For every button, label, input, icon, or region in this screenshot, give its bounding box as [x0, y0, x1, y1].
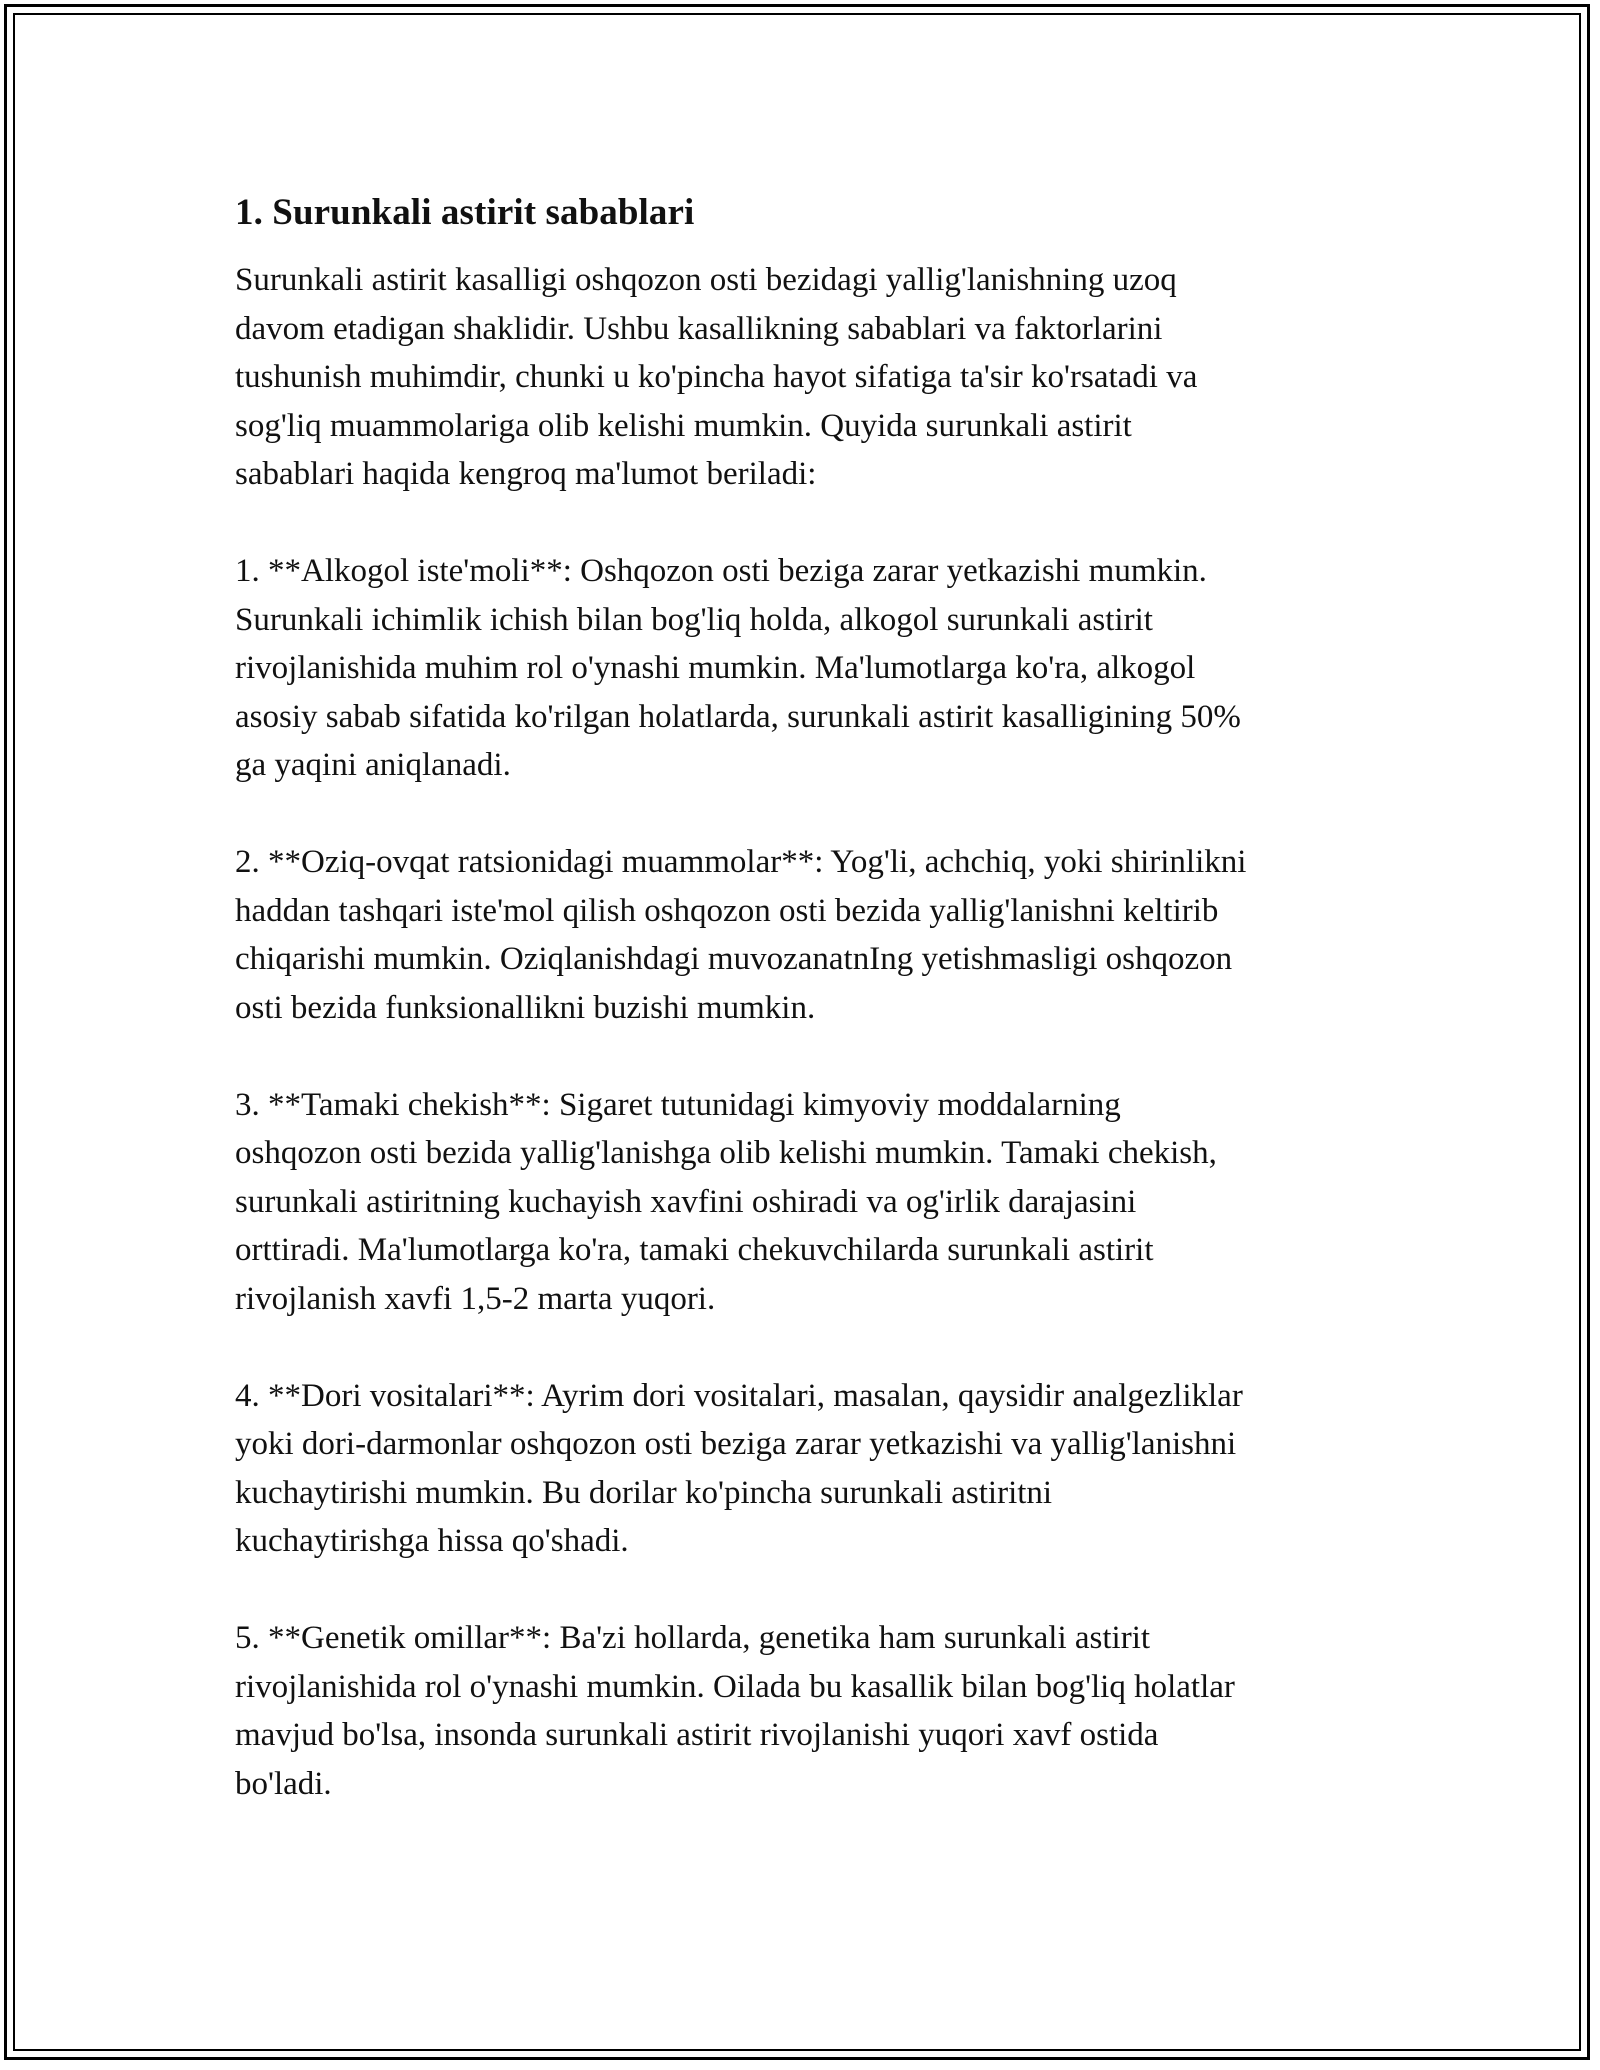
cause-genetics-paragraph: 5. **Genetik omillar**: Ba'zi hollarda, genetika ham surunkali astirit rivojlanishida rol o'ynashi mumkin. Oilada bu kasallik bilan bog'liq holatlar mavjud bo'lsa, insonda surunkali astirit rivojlanishi yuqori xavf ostida bo'ladi.	[235, 1620, 1235, 1802]
cause-smoking-paragraph: 3. **Tamaki chekish**: Sigaret tutunidagi kimyoviy moddalarning oshqozon osti bezida yallig'lanishga olib kelishi mumkin. Tamaki chekish, surunkali astiritning kuchayish xavfini oshiradi va og'irlik darajasini orttiradi. Ma'lumotlarga ko'ra, tamaki chekuvchilarda surunkali astirit rivojlanish xavfi 1,5-2 marta yuqori.	[235, 1086, 1217, 1317]
cause-alcohol-paragraph: 1. **Alkogol iste'moli**: Oshqozon osti beziga zarar yetkazishi mumkin. Surunkali ichimlik ichish bilan bog'liq holda, alkogol surunkali astirit rivojlanishida muhim rol o'ynashi mumkin. Ma'lumotlarga ko'ra, alkogol asosiy sabab sifatida ko'rilgan holatlarda, surunkali astirit kasalligining 50% ga yaqini aniqlanadi.	[235, 553, 1241, 783]
cause-medication-paragraph: 4. **Dori vositalari**: Ayrim dori vositalari, masalan, qaysidir analgezliklar yoki dori-darmonlar oshqozon osti beziga zarar yetkazishi va yallig'lanishni kuchaytirishi mumkin. Bu dorilar ko'pincha surunkali astiritni kuchaytirishga hissa qo'shadi.	[235, 1377, 1243, 1559]
document-body	[235, 186, 1375, 1808]
section-heading: 1. Surunkali astirit sabablari	[235, 192, 695, 233]
intro-paragraph: Surunkali astirit kasalligi oshqozon osti bezidagi yallig'lanishning uzoq davom etadigan shaklidir. Ushbu kasallikning sabablari va faktorlarini tushunish muhimdir, chunki u ko'pincha hayot sifatiga ta'sir ko'rsatadi va sog'liq muammolariga olib kelishi mumkin. Quyida surunkali astirit sabablari haqida kengroq ma'lumot beriladi:	[235, 262, 1198, 492]
cause-diet-paragraph: 2. **Oziq-ovqat ratsionidagi muammolar**: Yog'li, achchiq, yoki shirinlikni haddan tashqari iste'mol qilish oshqozon osti bezida yallig'lanishni keltirib chiqarishi mumkin. Oziqlanishdagi muvozanatnIng yetishmasligi oshqozon osti bezida funksionallikni buzishi mumkin.	[235, 844, 1247, 1026]
